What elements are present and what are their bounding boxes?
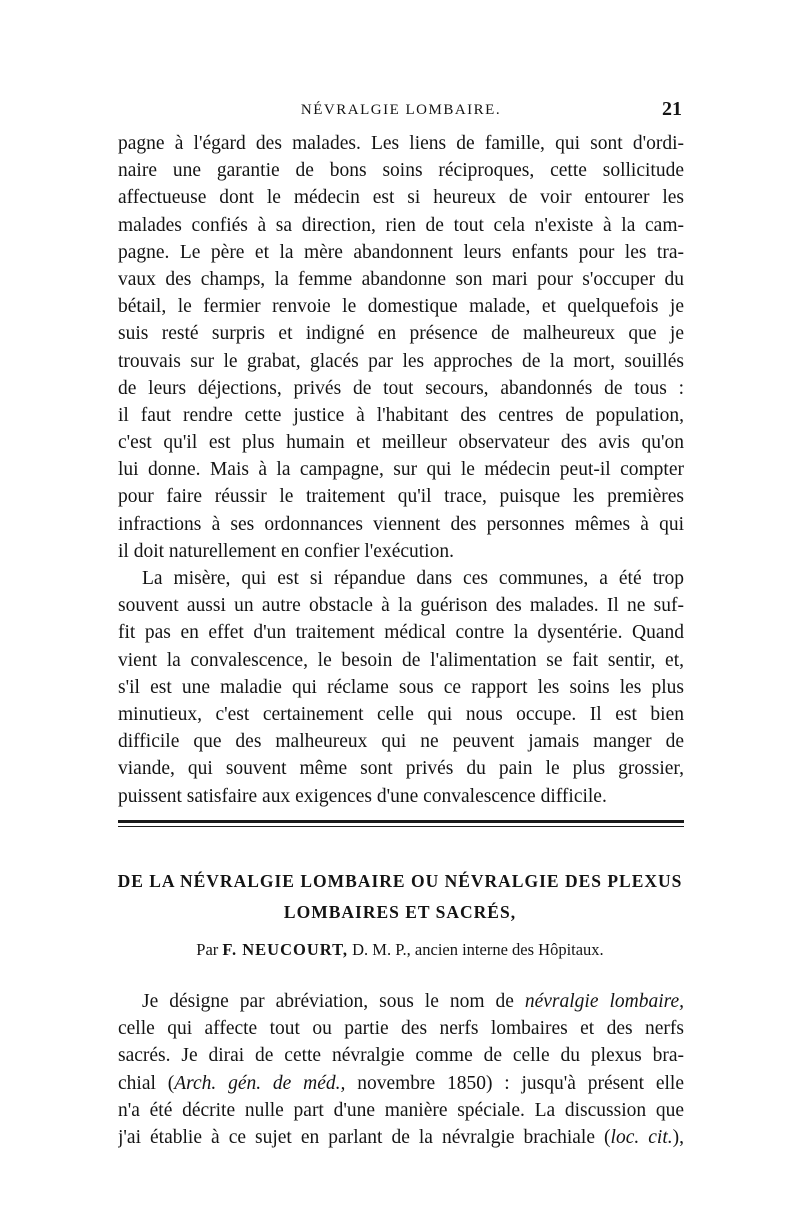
text-line: souvent aussi un autre obstacle à la guérison des malades. Il ne suf-: [118, 595, 684, 617]
text-line: puissent satisfaire aux exigences d'une convalescence difficile.: [118, 785, 607, 807]
article-body: [118, 988, 684, 1151]
text-line: vient la convalescence, le besoin de l'alimentation se fait sentir, et,: [118, 649, 684, 671]
author-name: F. NEUCOURT,: [222, 940, 348, 959]
text-line: pour faire réussir le traitement qu'il trace, puisque les premières: [118, 486, 684, 508]
top-text-block: [118, 130, 684, 810]
running-head: [118, 98, 684, 124]
text-line: n'a été décrite nulle part d'une manière spéciale. La discussion que: [118, 1099, 684, 1121]
citation: Arch. gén. de méd.,: [174, 1072, 346, 1094]
text-line: infractions à ses ordonnances viennent des personnes mêmes à qui: [118, 513, 684, 535]
text-line: Je désigne par abréviation, sous le nom de névralgie lombaire,: [142, 991, 684, 1012]
byline-suffix: D. M. P., ancien interne des Hôpitaux.: [352, 940, 604, 959]
text-line: trouvais sur le grabat, glacés par les approches de la mort, souillés: [118, 350, 684, 372]
divider-thick-rule: [118, 820, 684, 823]
article-title: [110, 866, 690, 928]
text-line: il faut rendre cette justice à l'habitant des centres de population,: [118, 404, 684, 426]
text-line: j'ai établie à ce sujet en parlant de la névralgie brachiale (loc. cit.),: [118, 1126, 684, 1148]
text-line: de leurs déjections, privés de tout secours, abandonnés de tous :: [118, 377, 684, 399]
text-line: c'est qu'il est plus humain et meilleur observateur des avis qu'on: [118, 432, 684, 454]
text-line: minutieux, c'est certainement celle qui nous occupe. Il est bien: [118, 703, 684, 725]
text-line: fit pas en effet d'un traitement médical contre la dysentérie. Quand: [118, 622, 684, 644]
byline: [110, 940, 690, 960]
text-line: pagne à l'égard des malades. Les liens de famille, qui sont d'ordi-: [118, 133, 684, 154]
article-paragraph: [118, 988, 684, 1151]
citation: loc. cit.: [610, 1126, 673, 1148]
divider-thin-rule: [118, 826, 684, 827]
article-title-line-2: LOMBAIRES ET SACRÉS,: [283, 902, 517, 922]
text-line: chial (Arch. gén. de méd., novembre 1850) : jusqu'à présent elle: [118, 1072, 684, 1094]
text-line: affectueuse dont le médecin est si heureux de voir entourer les: [118, 187, 684, 209]
text-line: naire une garantie de bons soins réciproques, cette sollicitude: [118, 160, 684, 182]
section-divider: [118, 820, 684, 829]
text-line: lui donne. Mais à la campagne, sur qui le médecin peut-il compter: [118, 459, 684, 481]
text-line: vaux des champs, la femme abandonne son mari pour s'occuper du: [118, 268, 684, 290]
text-line: suis resté surpris et indigné en présence de malheureux que je: [118, 323, 684, 345]
text-line: celle qui affecte tout ou partie des nerfs lombaires et des nerfs: [118, 1018, 684, 1040]
text-line: viande, qui souvent même sont privés du pain le plus grossier,: [118, 758, 684, 780]
text-line: sacrés. Je dirai de cette névralgie comme de celle du plexus bra-: [118, 1045, 684, 1067]
text-line: il doit naturellement en confier l'exécution.: [118, 540, 454, 562]
text-line: bétail, le fermier renvoie le domestique malade, et quelquefois je: [118, 296, 684, 318]
article-title-line-1: DE LA NÉVRALGIE LOMBAIRE OU NÉVRALGIE DES PLEXUS: [117, 871, 683, 891]
byline-prefix: Par: [196, 940, 219, 959]
text-line: s'il est une maladie qui réclame sous ce rapport les soins les plus: [118, 676, 684, 698]
page-number: 21: [662, 98, 682, 120]
text-line: pagne. Le père et la mère abandonnent leurs enfants pour les tra-: [118, 241, 684, 263]
paragraph-family: [118, 130, 684, 565]
text-line: difficile que des malheureux qui ne peuvent jamais manger de: [118, 731, 684, 753]
text-line: malades confiés à sa direction, rien de tout cela n'existe à la cam-: [118, 214, 684, 236]
running-title: NÉVRALGIE LOMBAIRE.: [300, 102, 502, 118]
emphasis-term: névralgie lombaire,: [524, 991, 684, 1012]
text-line: La misère, qui est si répandue dans ces communes, a été trop: [142, 568, 684, 589]
paragraph-misery: [118, 565, 684, 810]
